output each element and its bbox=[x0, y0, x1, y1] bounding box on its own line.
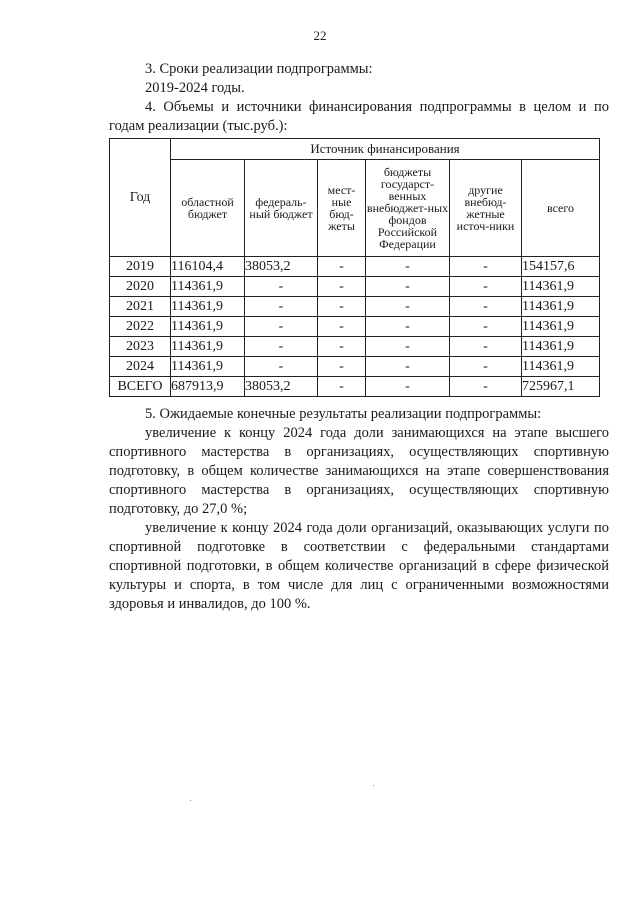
section4-heading-line2: годам реализации (тыс.руб.): bbox=[109, 118, 288, 134]
cell-extrabudgetary: - bbox=[366, 337, 450, 357]
cell-extrabudgetary: - bbox=[366, 257, 450, 277]
column-header-other-sources: другие внебюд-жетные источ-ники bbox=[450, 160, 522, 257]
cell-federal: - bbox=[245, 337, 318, 357]
table-row bbox=[110, 357, 600, 377]
table-row bbox=[110, 277, 600, 297]
scan-speck bbox=[373, 785, 374, 786]
column-header-local: мест-ные бюд-жеты bbox=[318, 160, 366, 257]
cell-other: - bbox=[450, 317, 522, 337]
section5-result-1: увеличение к концу 2024 года доли занимающихся на этапе высшего спортивного мастерства в организациях, осуществляющих спортивную подготовку, в общем количестве занимающихся на этапе совершенствования спортивного мастерства в организациях, осуществляющих спортивную подготовку, до 27,0 %; bbox=[109, 425, 609, 517]
cell-total: 114361,9 bbox=[522, 357, 600, 377]
cell-local: - bbox=[318, 317, 366, 337]
financing-table bbox=[109, 138, 600, 397]
cell-federal: - bbox=[245, 317, 318, 337]
cell-total: 114361,9 bbox=[522, 277, 600, 297]
cell-extrabudgetary: - bbox=[366, 277, 450, 297]
cell-federal: - bbox=[245, 297, 318, 317]
cell-other: - bbox=[450, 297, 522, 317]
row-year: ВСЕГО bbox=[110, 377, 171, 397]
section5-heading: 5. Ожидаемые конечные результаты реализации подпрограммы: bbox=[145, 406, 542, 422]
cell-total: 114361,9 bbox=[522, 337, 600, 357]
cell-local: - bbox=[318, 257, 366, 277]
cell-other: - bbox=[450, 377, 522, 397]
column-header-extrabudgetary-funds: бюджеты государст-венных внебюджет-ных фондов Российской Федерации bbox=[366, 160, 450, 257]
row-year: 2020 bbox=[110, 277, 171, 297]
cell-total: 114361,9 bbox=[522, 297, 600, 317]
cell-total: 725967,1 bbox=[522, 377, 600, 397]
cell-regional: 114361,9 bbox=[171, 317, 245, 337]
table-row bbox=[110, 317, 600, 337]
cell-local: - bbox=[318, 357, 366, 377]
cell-total: 114361,9 bbox=[522, 317, 600, 337]
row-year: 2022 bbox=[110, 317, 171, 337]
cell-local: - bbox=[318, 377, 366, 397]
cell-local: - bbox=[318, 337, 366, 357]
column-header-regional: областной бюджет bbox=[171, 160, 245, 257]
page-number: 22 bbox=[313, 28, 327, 43]
cell-federal: 38053,2 bbox=[245, 377, 318, 397]
cell-federal: - bbox=[245, 277, 318, 297]
cell-federal: 38053,2 bbox=[245, 257, 318, 277]
row-year: 2021 bbox=[110, 297, 171, 317]
cell-extrabudgetary: - bbox=[366, 317, 450, 337]
row-year: 2019 bbox=[110, 257, 171, 277]
section3-heading: 3. Сроки реализации подпрограммы: bbox=[145, 61, 373, 77]
cell-other: - bbox=[450, 257, 522, 277]
cell-regional: 114361,9 bbox=[171, 297, 245, 317]
table-row bbox=[110, 297, 600, 317]
cell-other: - bbox=[450, 277, 522, 297]
cell-extrabudgetary: - bbox=[366, 377, 450, 397]
section5-result-2: увеличение к концу 2024 года доли организаций, оказывающих услуги по спортивной подготовке в соответствии с федеральными стандартами спортивной подготовки, в общем количестве организаций в сфере физической культуры и спорта, в том числе для лиц с ограниченными возможностями здоровья и инвалидов, до 100 %. bbox=[109, 520, 609, 612]
cell-total: 154157,6 bbox=[522, 257, 600, 277]
cell-local: - bbox=[318, 297, 366, 317]
column-header-total: всего bbox=[522, 160, 600, 257]
cell-regional: 687913,9 bbox=[171, 377, 245, 397]
cell-other: - bbox=[450, 357, 522, 377]
section3-value: 2019-2024 годы. bbox=[145, 80, 245, 96]
cell-federal: - bbox=[245, 357, 318, 377]
scan-speck bbox=[190, 800, 191, 801]
cell-extrabudgetary: - bbox=[366, 357, 450, 377]
table-row bbox=[110, 257, 600, 277]
cell-regional: 116104,4 bbox=[171, 257, 245, 277]
section4-heading-line1: 4. Объемы и источники финансирования подпрограммы в целом и по bbox=[145, 99, 609, 115]
year-header: Год bbox=[110, 139, 171, 257]
cell-regional: 114361,9 bbox=[171, 277, 245, 297]
cell-extrabudgetary: - bbox=[366, 297, 450, 317]
cell-regional: 114361,9 bbox=[171, 337, 245, 357]
row-year: 2023 bbox=[110, 337, 171, 357]
cell-other: - bbox=[450, 337, 522, 357]
table-row bbox=[110, 337, 600, 357]
cell-regional: 114361,9 bbox=[171, 357, 245, 377]
cell-local: - bbox=[318, 277, 366, 297]
row-year: 2024 bbox=[110, 357, 171, 377]
source-header: Источник финансирования bbox=[171, 139, 600, 160]
column-header-federal: федераль-ный бюджет bbox=[245, 160, 318, 257]
table-row-total bbox=[110, 377, 600, 397]
